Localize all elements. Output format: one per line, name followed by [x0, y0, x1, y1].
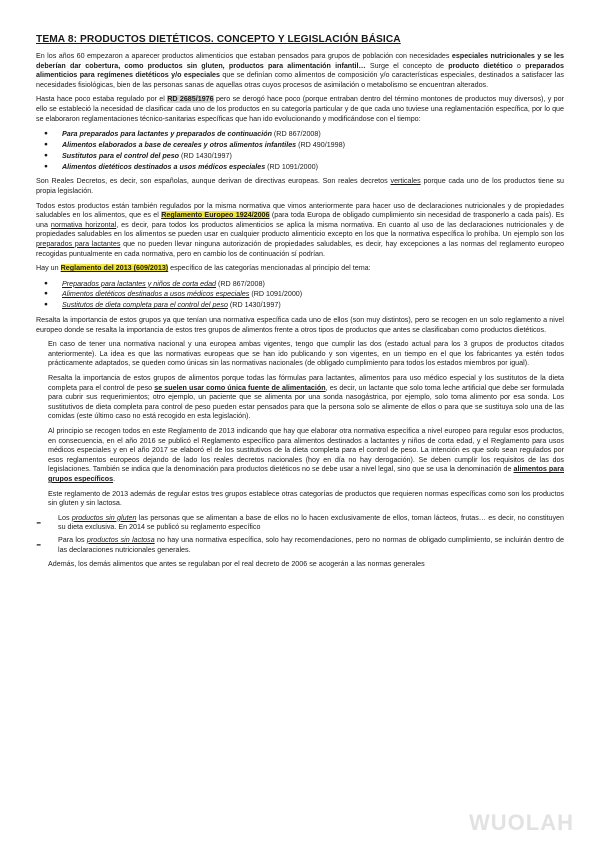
document-page — [36, 34, 564, 575]
highlighted-term: RD 2685/1976 — [167, 95, 214, 104]
text-run: , es decir, un lactante que solo toma leche artificial que debe ser formulada para cubrir sus requerimientos; otro ejemplo, un paciente que se alimenta por una sonda nasogástrica, por ejemplo, solo toma alimento por esa sonda. Los sustitutivos de dieta completa para control de peso pueden estar pensados para que la persona solo se alimente de ellos o para que se sustituya solo una de las comidas (este último caso no está recogido en esta legislación). — [48, 383, 564, 421]
regulations-list — [36, 129, 564, 172]
text-run: que no pueden llevar ninguna autorización de propiedades saludables, es decir, hay excepciones a las normas del reglamento europeo recogidas puntualmente en cada normativa, pero en cambio los de continuación sí podrían. — [36, 239, 564, 258]
underlined-term: productos sin gluten — [71, 513, 137, 522]
dash-marker: - — [36, 535, 42, 553]
list-item — [36, 151, 564, 162]
text-run: porque cada uno de los productos tiene su propia legislación. — [36, 177, 564, 195]
intro-paragraph — [36, 52, 564, 90]
bold-term: preparados alimenticios para regímenes dietéticos y/o especiales — [36, 61, 564, 80]
dash-marker: - — [36, 513, 42, 531]
text-run: las personas que se alimentan a base de ellos no lo hacen exclusivamente de ellos, toman — [136, 513, 434, 522]
list-item — [36, 140, 564, 151]
text-run: . — [113, 474, 116, 483]
text-run: pero se derogó hace poco (porque entraban dentro del término montones de productos muy diversos), y por ello se estableció la necesidad de clasificar cada uno de los productos en su categoría particular y de que cada uno tuviese una reglamentación específica, por lo que se elaboraron reglamentaciones técnico-sanitarias específicas que han ido evolucionando y modificándose con el tiempo: — [36, 95, 564, 123]
underlined-bold-term: alimentos para grupos específicos — [48, 465, 564, 483]
text-run: En los años 60 empezaron a aparecer productos alimenticios que estaban pensados para grupos de población con necesidades — [36, 52, 450, 60]
list-item-label: Sustitutos para el control del peso — [62, 151, 180, 160]
list-item-ref: (RD 1091/2000) — [249, 290, 303, 299]
lactose-item — [36, 536, 564, 555]
text-run: específico de las categorías mencionadas al principio del tema: — [168, 264, 371, 273]
text-run: Surge el concepto de — [369, 61, 449, 70]
list-item-ref: (RD 1430/1997) — [227, 301, 281, 310]
underlined-term: preparados para lactantes — [36, 239, 121, 248]
text-run: o — [512, 61, 526, 70]
wuolah-watermark: WUOLAH — [469, 810, 574, 835]
list-item-label: Preparados para lactantes y niños de corta edad — [62, 279, 217, 288]
list-item — [36, 300, 564, 311]
list-item — [36, 162, 564, 173]
page-title: TEMA 8: PRODUCTOS DIETÉTICOS. CONCEPTO Y LEGISLACIÓN BÁSICA — [36, 34, 401, 45]
list-item-ref: (RD 490/1998) — [296, 140, 345, 149]
list-item — [36, 129, 564, 140]
text-run: , es decir, para todos los productos alimenticios se aplica la misma normativa. En cuanto al uso de las declaraciones nutricionales y de propiedades saludables en los alimentos se pueden usar en cualquier producto alimenticio excepto en los que la normativa específica lo prohíba. Un ejemplo son los — [36, 220, 564, 239]
categories-list — [36, 279, 564, 311]
text-run: no hay una normativa específica, solo hay recomendaciones, pero no normas de obligado cumplimiento, se incluirán dentro de las declaraciones nutricionales generales. — [58, 535, 564, 554]
underlined-bold-term: se suelen usar como única fuente de alimentación — [154, 383, 326, 392]
text-run: Todos estos productos están también regulados por la misma normativa que vimos anteriormente para hacer uso de declaraciones nutricionales y de propiedades saludables en los alimentos, que es el — [36, 201, 564, 220]
dual-norm-paragraph: En caso de tener una normativa nacional y una europea ambas vigentes, tengo que cumplir las dos (estado actual para los 3 grupos de productos citados anteriormente). La idea es que las normativas europeas que se han ido publicando y son vigentes, en un tiempo en el que los fabricantes ya estén todos prácticamente adaptados, se queden como únicas sin las normativas nacionales (de obligado cumplimiento para todos los estados miembros por igual). — [48, 340, 564, 368]
underlined-term: verticales — [390, 177, 421, 186]
list-item-label: Alimentos elaborados a base de cereales y otros alimentos infantiles — [62, 140, 297, 149]
gluten-item — [36, 514, 564, 533]
sole-source-paragraph — [48, 374, 564, 422]
decrees-paragraph — [36, 177, 564, 196]
text-run: que se definían como alimentos de composición y/o características especiales, destinados a satisfacer las necesidades fisiológicas, bien de las personas sanas de aquellas otras cuyos procesos de asimilación o metabolismo se encuentran alterados. — [36, 71, 564, 89]
gluten-text — [48, 514, 564, 533]
list-item-label: Sustitutos de dieta completa para el control del peso — [62, 301, 228, 310]
horizontal-norm-paragraph — [36, 202, 564, 260]
list-item — [36, 289, 564, 300]
list-item-label: Alimentos dietéticos destinados a usos médicos especiales — [62, 290, 250, 299]
text-run: Los — [58, 513, 72, 522]
text-run: Hasta hace poco estaba regulado por el — [36, 95, 168, 104]
text-run: Al principio se recogen todos en este Reglamento de 2013 indicando que hay que elaborar otra normativa específica a nivel europeo para regular esos productos, en consecuencia, en el año 2016 se publicó el Reglamento específico para alimentos destinados a lactantes y niños de corta edad, y el Reglamento para usos médicos especiales y en el año 2017 se elaboró el de los sustitutivos de la dieta completa para el control de peso. La intención es que solo sean regulados por esos reglamentos europeos dejando de lado los reales decretos nacionales (hoy en día no hay derogación). Se deben cumplir los requisitos de las dos legislaciones. También se indica que la denominación para productos dietéticos no se debe usar a nivel legal, sino que se usa la denominación de — [48, 427, 564, 474]
list-item-ref: (RD 867/2008) — [271, 130, 321, 139]
text-run: Son Reales Decretos, es decir, son españolas, aunque derivan de directivas europeas. Son reales decretos — [36, 177, 391, 186]
highlighted-term: Reglamento Europeo 1924/2006 — [161, 211, 270, 220]
closing-paragraph: Además, los demás alimentos que antes se regulaban por el real decreto de 2006 se acogerán a las normas generales — [48, 560, 425, 569]
reglamento-2013-paragraph — [36, 264, 564, 274]
text-run: Para los — [58, 535, 87, 544]
text-run: (para toda Europa de obligado cumplimiento sin necesidad de trasponerlo a cada país). Es una — [36, 211, 564, 229]
underlined-term: productos sin lactosa — [86, 535, 155, 544]
list-item-ref: (RD 867/2008) — [216, 279, 265, 288]
list-item-label: Alimentos dietéticos destinados a usos médicos especiales — [62, 162, 266, 171]
bold-term: producto dietético — [448, 61, 513, 70]
list-item-ref: (RD 1430/1997) — [179, 151, 232, 160]
list-item-ref: (RD 1091/2000) — [265, 162, 318, 171]
importance-paragraph: Resalta la importancia de estos grupos ya que tenían una normativa específica cada uno de ellos (son muy distintos), pero se recogen en un solo reglamento a nivel europeo donde se resalta la importancia de estos tres grupos de alimentos frente a otros tipos de productos que antes se clasificaban como productos dietéticos. — [36, 316, 564, 334]
lactose-text — [48, 536, 564, 555]
underlined-term: normativa horizontal — [50, 220, 117, 229]
bold-run: especiales nutricionales y se les deberían dar cobertura, como productos sin gluten, productos para alimentación infantil… — [36, 52, 564, 70]
text-run: Hay un — [36, 264, 61, 273]
indented-section — [36, 340, 564, 509]
list-item — [36, 279, 564, 290]
text-run: Resalta la importancia de estos grupos de alimentos porque todas las fórmulas para lactantes, alimentos para uso médico especial y los sustitutos de la dieta completa para el control de peso — [48, 374, 564, 392]
other-categories-paragraph: Este reglamento de 2013 además de regular estos tres grupos establece otras categorías de productos que requieren normas específicas como son los productos sin gluten y sin lactosa. — [48, 489, 564, 508]
regulation-paragraph — [36, 95, 564, 124]
text-run: lácteos, frutas… es decir, no constituyen su dieta exclusiva. En 2014 se publicó su reglamento específico — [58, 513, 565, 532]
specific-regulations-paragraph — [48, 427, 564, 485]
highlighted-term: Reglamento del 2013 (609/2013) — [60, 264, 169, 273]
list-item-label: Para preparados para lactantes y preparados de continuación — [62, 130, 272, 139]
